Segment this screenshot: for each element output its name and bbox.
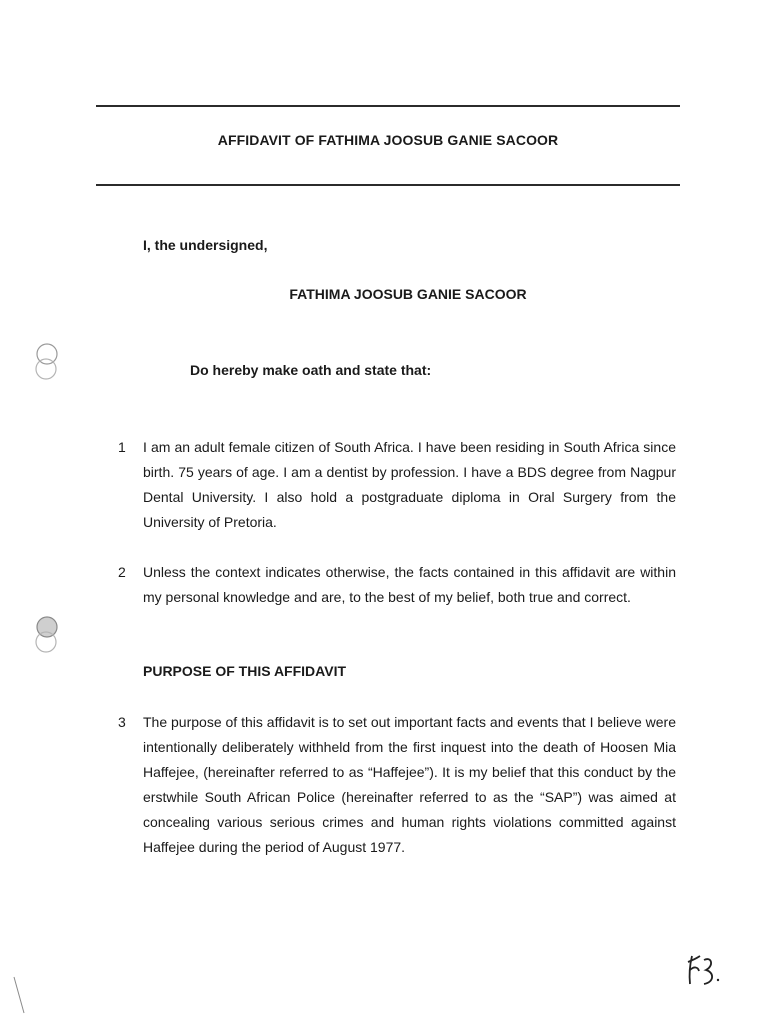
section-heading: PURPOSE OF THIS AFFIDAVIT <box>143 663 347 679</box>
punch-hole-icon <box>33 615 61 653</box>
paragraph-number: 3 <box>118 714 126 730</box>
document-title: AFFIDAVIT OF FATHIMA JOOSUB GANIE SACOOR <box>217 132 559 148</box>
paragraph-2: Unless the context indicates otherwise, the facts contained in this affidavit are within my personal knowledge and are, to the best of my belief, both true and correct. <box>143 564 676 605</box>
top-rule <box>96 105 680 107</box>
bottom-rule <box>96 184 680 186</box>
paragraph-3: The purpose of this affidavit is to set out important facts and events that I believe were intentionally deliberately withheld from the first inquest into the death of Hoosen Mia Haffejee, (hereinafter referred to as “Haffejee”). It is my belief that this conduct by the erstwhile South African Police (hereinafter referred to as the “SAP”) was aimed at concealing various serious crimes and human rights violations committed against Haffejee during the period of August 1977. <box>143 714 676 855</box>
initials-signature-icon <box>684 950 724 994</box>
oath-statement: Do hereby make oath and state that: <box>190 362 432 378</box>
punch-hole-icon <box>33 342 61 380</box>
paragraph-1: I am an adult female citizen of South Africa. I have been residing in South Africa since birth. 75 years of age. I am a dentist by profession. I have a BDS degree from Nagpur Dental University. I also hold a postgraduate diploma in Oral Surgery from the University of Pretoria. <box>143 439 676 530</box>
paragraph-number: 1 <box>118 439 126 455</box>
undersigned-line: I, the undersigned, <box>143 237 268 253</box>
scan-artifact-icon <box>12 975 26 1015</box>
deponent-name: FATHIMA JOOSUB GANIE SACOOR <box>289 286 527 302</box>
paragraph-number: 2 <box>118 564 126 580</box>
